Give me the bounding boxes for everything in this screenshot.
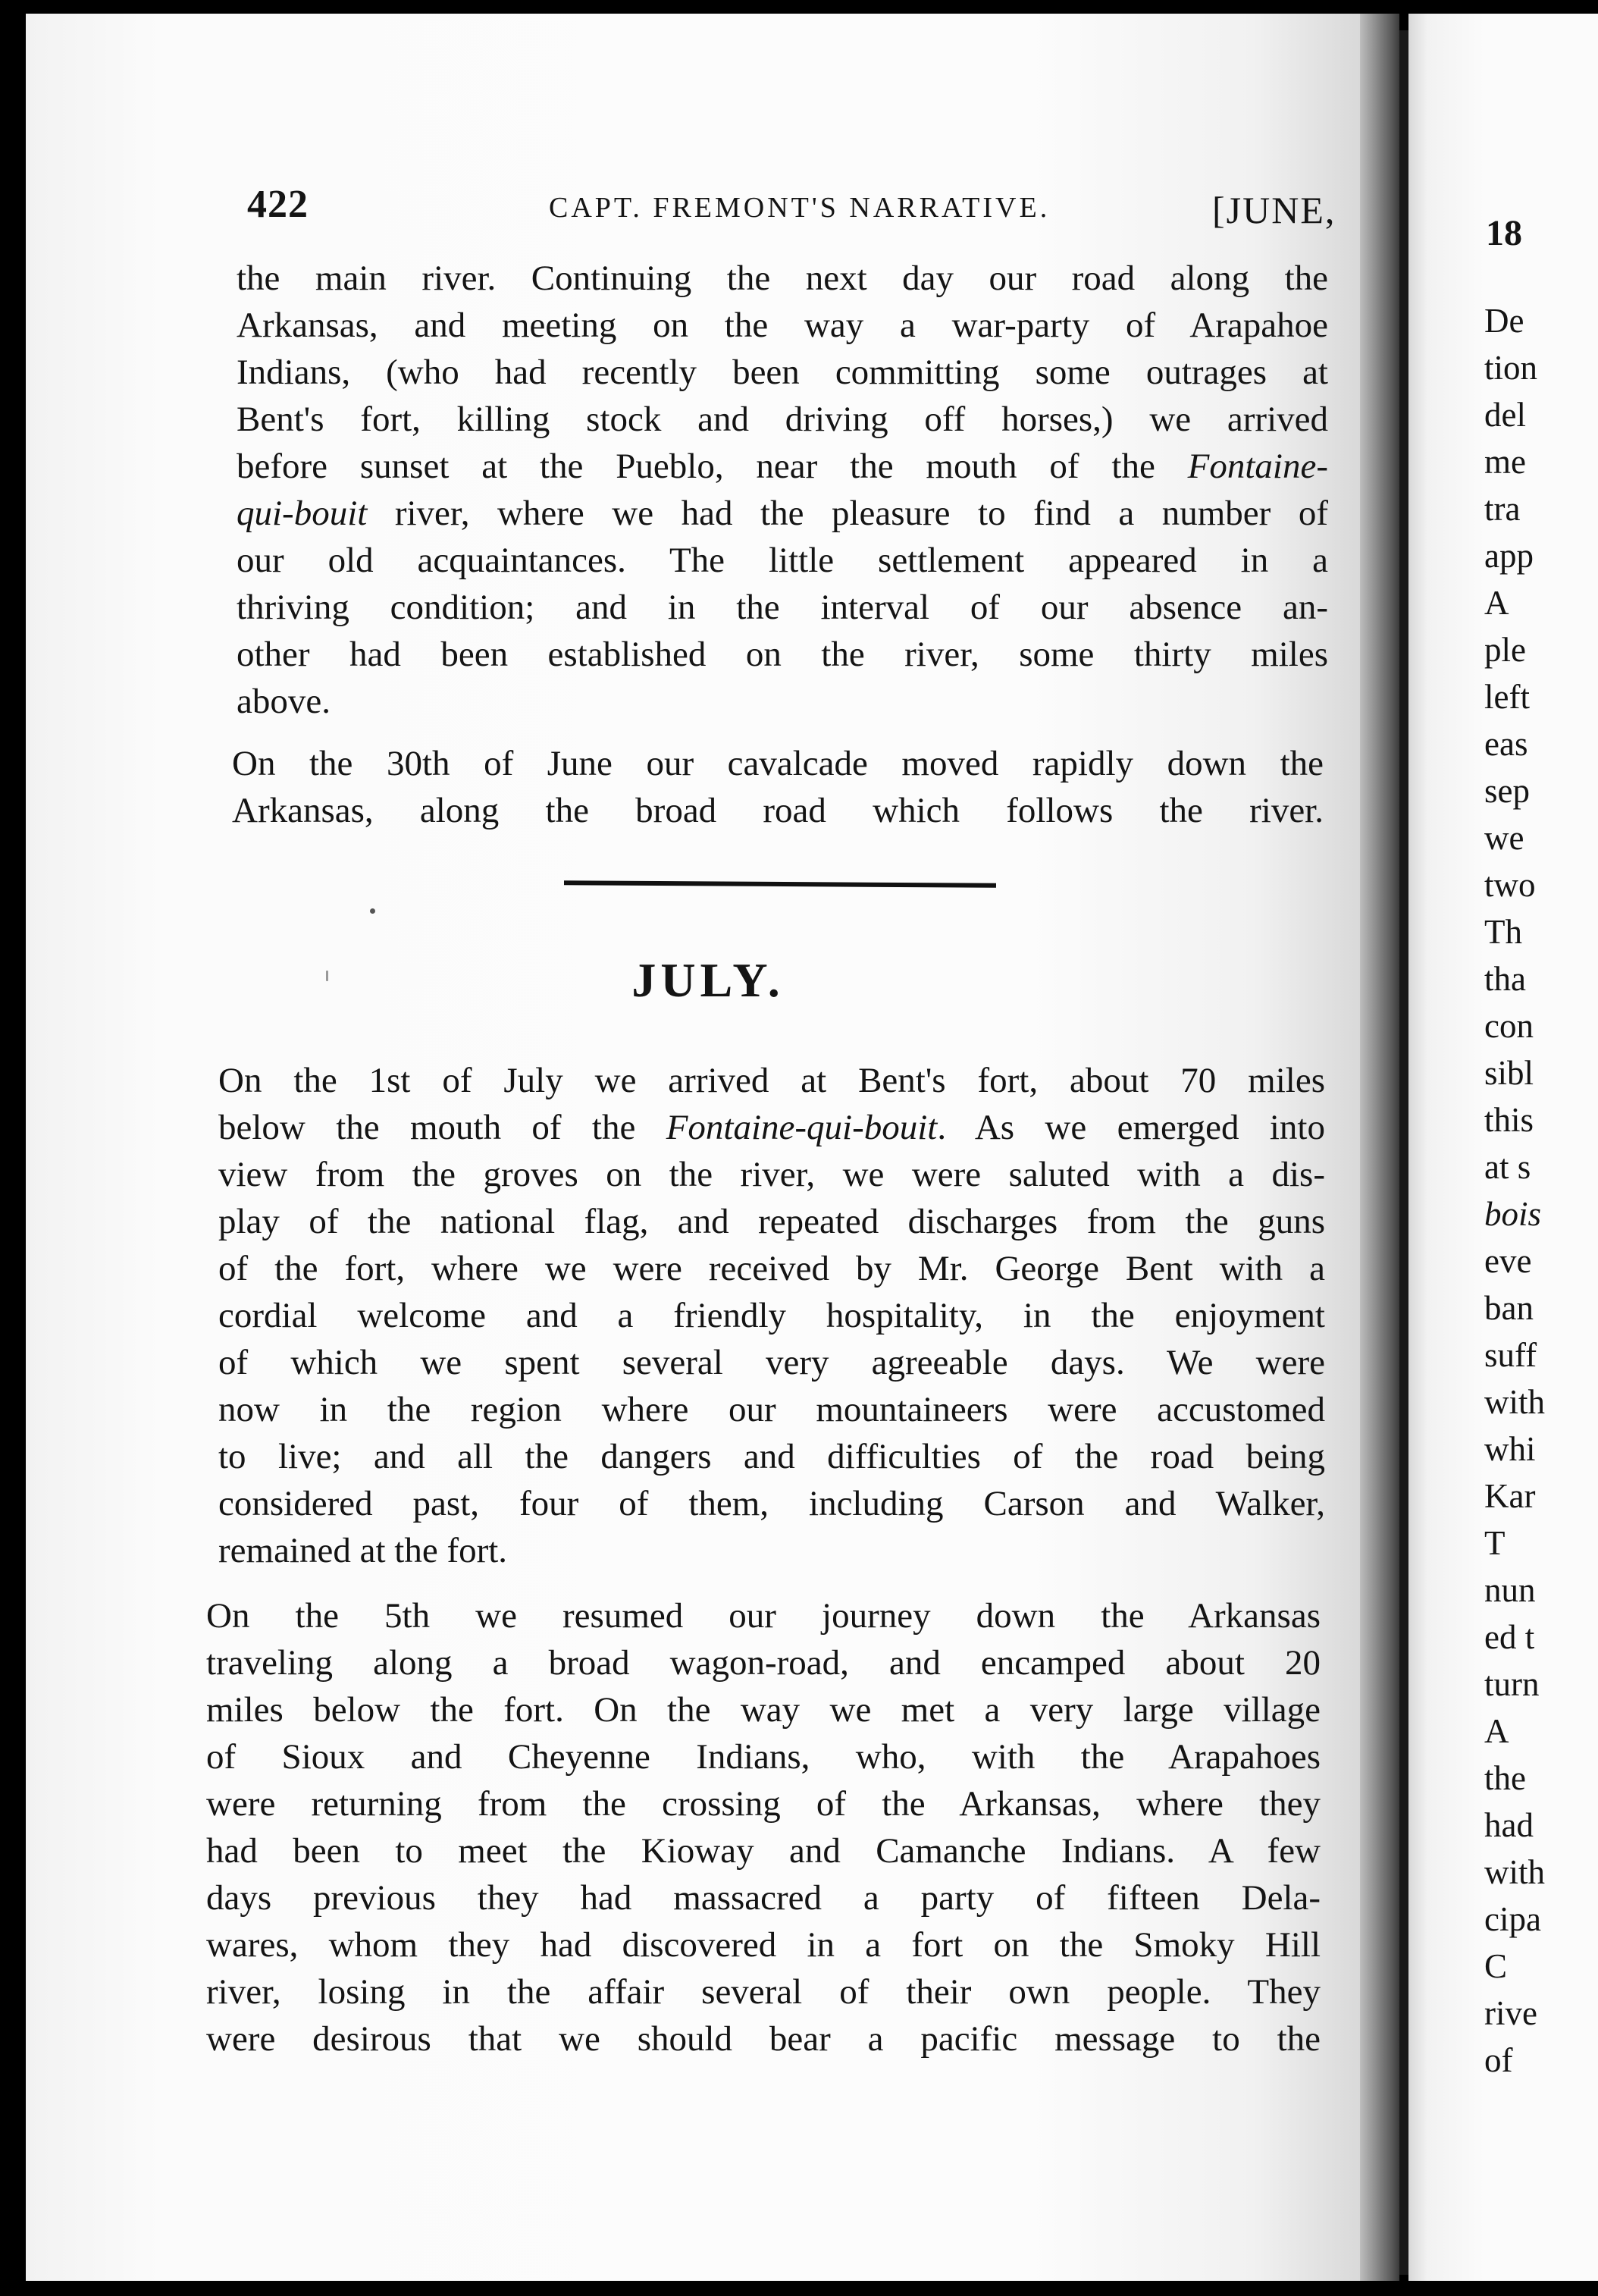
facing-line-fragment: tra	[1484, 490, 1521, 528]
text-line: below the mouth of the Fontaine-qui-bouit. As we emerged into	[218, 1108, 1325, 1147]
book-page-left	[26, 14, 1360, 2281]
text-line: On the 5th we resumed our journey down the Arkansas	[206, 1596, 1321, 1636]
page-header	[26, 182, 1360, 235]
text-line: river, losing in the affair several of their own people. They	[206, 1972, 1321, 2012]
text-line: other had been established on the river, some thirty miles	[237, 635, 1328, 674]
text-line: traveling along a broad wagon-road, and encamped about 20	[206, 1643, 1321, 1683]
scan-speck	[370, 908, 375, 914]
text-line: to live; and all the dangers and difficulties of the road being	[218, 1437, 1325, 1476]
text-line: now in the region where our mountaineers were accustomed	[218, 1390, 1325, 1429]
facing-line-fragment: ed t	[1484, 1618, 1535, 1656]
text-line: Indians, (who had recently been committing some outrages at	[237, 353, 1328, 392]
text-line: of Sioux and Cheyenne Indians, who, with the Arapahoes	[206, 1737, 1321, 1777]
facing-line-fragment: eas	[1484, 725, 1528, 763]
text-line: play of the national flag, and repeated discharges from the guns	[218, 1202, 1325, 1241]
italic-term: qui-bouit	[237, 494, 368, 533]
facing-line-fragment: two	[1484, 866, 1536, 904]
facing-line-fragment: ple	[1484, 631, 1526, 669]
facing-line-fragment: Kar	[1484, 1477, 1536, 1515]
facing-line-fragment: left	[1484, 678, 1530, 716]
facing-line-fragment: at s	[1484, 1148, 1531, 1186]
text-line: Arkansas, and meeting on the way a war-party of Arapahoe	[237, 306, 1328, 345]
facing-line-fragment: con	[1484, 1007, 1534, 1045]
text-line: On the 1st of July we arrived at Bent's fort, about 70 miles	[218, 1061, 1325, 1100]
facing-line-fragment: cipa	[1484, 1900, 1541, 1938]
facing-line-fragment: with	[1484, 1383, 1546, 1421]
text-line: On the 30th of June our cavalcade moved rapidly down the	[232, 744, 1324, 783]
facing-page-number: 18	[1486, 213, 1522, 253]
text-line: thriving condition; and in the interval of our absence an-	[237, 588, 1328, 627]
text-line: view from the groves on the river, we were saluted with a dis-	[218, 1155, 1325, 1194]
text-line: days previous they had massacred a party of fifteen Dela-	[206, 1878, 1321, 1918]
facing-line-fragment: sibl	[1484, 1054, 1534, 1092]
book-gutter-shadow	[1360, 14, 1399, 2281]
text-line: considered past, four of them, including Carson and Walker,	[218, 1484, 1325, 1523]
section-divider-rule	[564, 880, 996, 887]
text-line: had been to meet the Kioway and Camanche Indians. A few	[206, 1831, 1321, 1871]
facing-line-fragment: of	[1484, 2041, 1513, 2079]
text-line: qui-bouit river, where we had the pleasure to find a number of	[237, 494, 1328, 533]
text-line: cordial welcome and a friendly hospitality, in the enjoyment	[218, 1296, 1325, 1335]
text-line: of the fort, where we were received by Mr. George Bent with a	[218, 1249, 1325, 1288]
section-heading-july: JULY.	[631, 953, 785, 1007]
text-line: were desirous that we should bear a pacific message to the	[206, 2019, 1321, 2059]
facing-line-fragment: sep	[1484, 772, 1530, 810]
text-line: miles below the fort. On the way we met a very large village	[206, 1690, 1321, 1730]
text-line: our old acquaintances. The little settlement appeared in a	[237, 541, 1328, 580]
facing-line-fragment: tha	[1484, 960, 1526, 998]
facing-line-fragment: with	[1484, 1853, 1546, 1891]
text-line: above.	[237, 682, 331, 721]
book-spine	[1399, 30, 1408, 2275]
facing-line-fragment: T	[1484, 1524, 1506, 1562]
facing-line-fragment: De	[1484, 302, 1524, 340]
facing-line-fragment: app	[1484, 537, 1534, 575]
italic-term: Fontaine-qui-bouit	[666, 1108, 938, 1147]
facing-line-fragment: whi	[1484, 1430, 1536, 1468]
facing-line-fragment: ban	[1484, 1289, 1534, 1327]
text-line: Bent's fort, killing stock and driving off horses,) we arrived	[237, 400, 1328, 439]
facing-line-fragment: me	[1484, 443, 1526, 481]
facing-line-fragment: A	[1484, 1712, 1509, 1750]
facing-line-fragment: suff	[1484, 1336, 1537, 1374]
facing-line-fragment: A	[1484, 584, 1509, 622]
text-line: Arkansas, along the broad road which follows the river.	[232, 791, 1324, 830]
facing-line-fragment: del	[1484, 396, 1526, 434]
facing-line-fragment: had	[1484, 1806, 1534, 1844]
facing-line-fragment: C	[1484, 1947, 1508, 1985]
facing-line-fragment: the	[1484, 1759, 1526, 1797]
book-page-right-edge	[1408, 14, 1598, 2281]
text-line: of which we spent several very agreeable days. We were	[218, 1343, 1325, 1382]
facing-line-fragment: rive	[1484, 1994, 1537, 2032]
text-line: were returning from the crossing of the Arkansas, where they	[206, 1784, 1321, 1824]
facing-line-fragment: bois	[1484, 1195, 1542, 1233]
facing-line-fragment: Th	[1484, 913, 1522, 951]
page-number: 422	[247, 183, 309, 226]
facing-line-fragment: turn	[1484, 1665, 1540, 1703]
scan-speck	[326, 971, 328, 981]
running-title: CAPT. FREMONT'S NARRATIVE.	[549, 192, 1051, 224]
text-line: remained at the fort.	[218, 1531, 508, 1570]
italic-term: Fontaine-	[1187, 447, 1328, 486]
facing-line-fragment: tion	[1484, 349, 1538, 387]
facing-line-fragment: this	[1484, 1101, 1534, 1139]
facing-line-fragment: eve	[1484, 1242, 1532, 1280]
month-header: [JUNE,	[1212, 189, 1336, 231]
facing-line-fragment: we	[1484, 819, 1524, 857]
facing-line-fragment: nun	[1484, 1571, 1536, 1609]
text-line: wares, whom they had discovered in a fort on the Smoky Hill	[206, 1925, 1321, 1965]
text-line: the main river. Continuing the next day our road along the	[237, 259, 1328, 298]
text-line: before sunset at the Pueblo, near the mouth of the Fontaine-	[237, 447, 1328, 486]
